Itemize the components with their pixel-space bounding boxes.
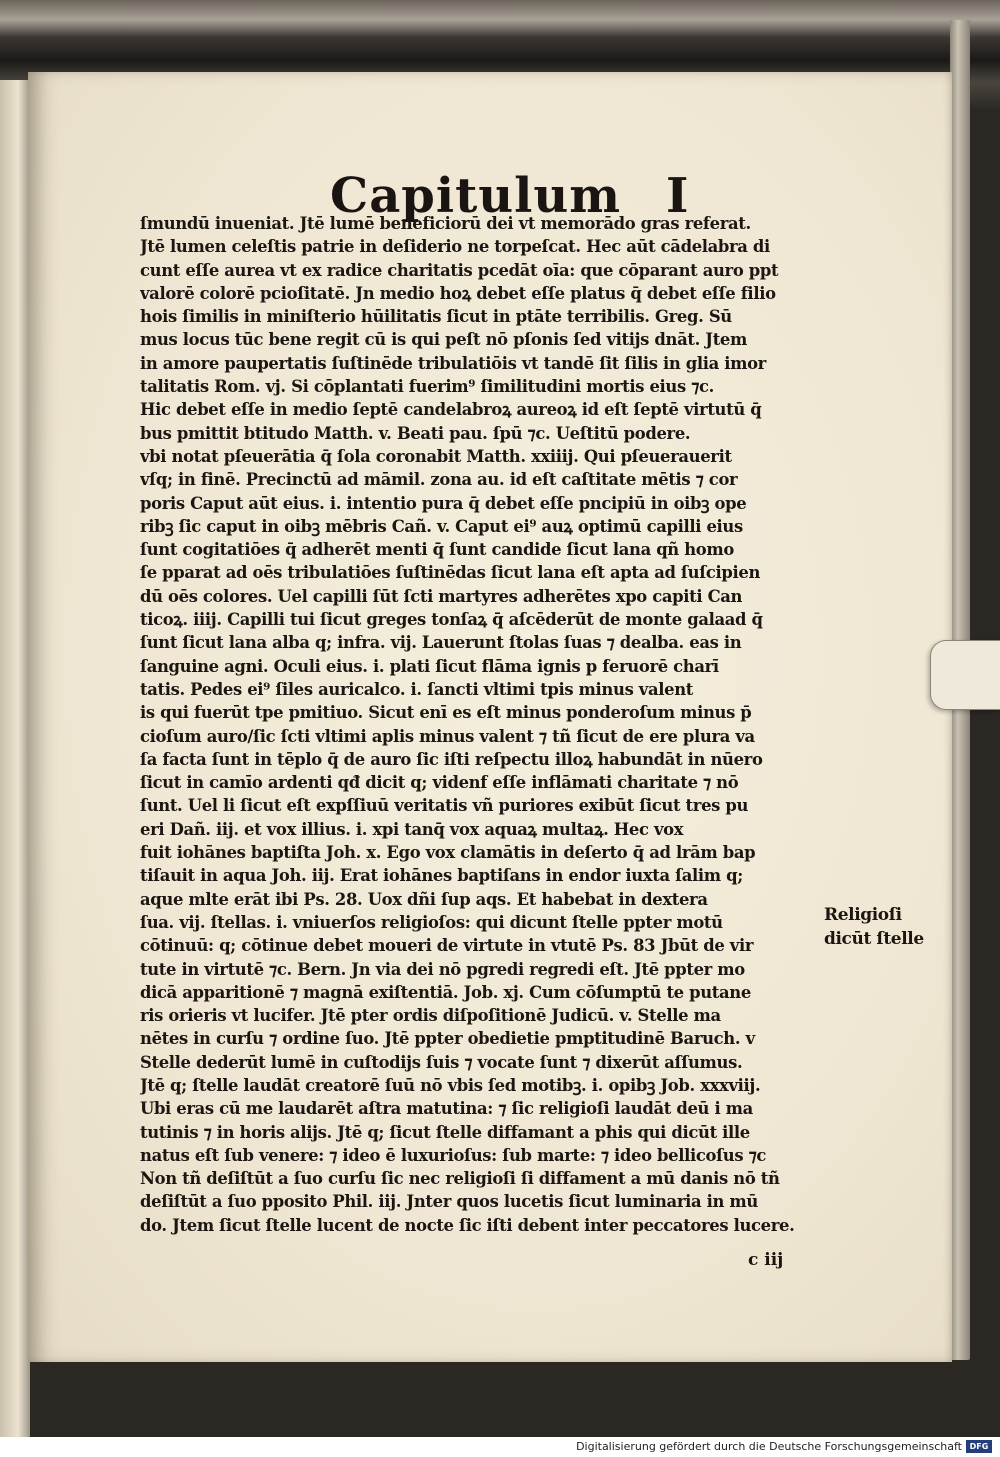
- text-line: aque mlte erāt ibi Ps. 28. Uox dñi ſup aqs. Et habebat in dextera: [140, 889, 708, 909]
- facing-page-edge: [0, 80, 30, 1437]
- signature-mark: c iij: [748, 1250, 784, 1270]
- text-line: Stelle dederūt lumē in cuſtodijs ſuis ⁊ vocate ſunt ⁊ dixerūt aſſumus.: [140, 1052, 743, 1072]
- text-line: nētes in curſu ⁊ ordine ſuo. Jtē ppter obedietie pmptitudinē Baruch. v: [140, 1029, 755, 1049]
- text-line: do. Jtem ſicut ſtelle lucent de nocte ſic iſti debent inter peccatores lucere.: [140, 1215, 795, 1235]
- text-line: vſq; in finē. Precinctū ad māmil. zona au. id eſt caſtitate mētis ⁊ cor: [140, 470, 738, 490]
- text-line: dū oēs colores. Uel capilli ſūt ſcti martyres adherētes xpo capiti Can: [140, 586, 743, 606]
- text-line: ſua. vij. ſtellas. i. vniuerſos religioſos: qui dicunt ſtelle ppter motū: [140, 912, 723, 932]
- text-line: fuit iohānes baptiſta Joh. x. Ego vox clamātis in deſerto q̄ ad lrām bap: [140, 843, 756, 863]
- dfg-logo: DFG: [966, 1440, 992, 1453]
- text-line: cōtinuū: q; cōtinue debet moueri de virtute in vtutē Ps. 83 Jbūt de vir: [140, 936, 754, 956]
- text-line: dicā apparitionē ⁊ magnā exiſtentiā. Job. xj. Cum cōſumptū te putane: [140, 982, 751, 1002]
- footer-bar: [0, 1437, 1000, 1457]
- text-line: poris Caput aūt eius. i. intentio pura q̄ debet eſſe pncipiū in oibꝫ ope: [140, 493, 747, 513]
- marginal-note-line: dicūt ſtelle: [824, 929, 924, 949]
- text-line: tute in virtutē ⁊c. Bern. Jn via dei nō pgredi regredi eſt. Jtē ppter mo: [140, 959, 745, 979]
- text-line: ſunt. Uel li ſicut eſt expſſiuū veritatis vñ puriores exibūt ſicut tres pu: [140, 796, 749, 816]
- text-line: Jtē lumen celeſtis patrie in deſiderio ne torpeſcat. Hec aūt cādelabra di: [140, 237, 770, 257]
- text-line: ſunt ſicut lana alba q; infra. vij. Lauerunt ſtolas ſuas ⁊ dealba. eas in: [140, 633, 742, 653]
- text-line: bus pmittit btitudo Matth. v. Beati pau. ſpū ⁊c. Ueſtitū podere.: [140, 423, 691, 443]
- footer-credit: Digitalisierung gefördert durch die Deutsche Forschungsgemeinschaft: [576, 1440, 962, 1453]
- marginal-note: [824, 903, 924, 951]
- bookmark-tab: [930, 640, 1000, 710]
- text-line: mus locus tūc bene regit cū is qui peſt nō pſonis ſed vitijs dnāt. Jtem: [140, 330, 747, 350]
- text-line: ribꝫ ſic caput in oibꝫ mēbris Cañ. v. Caput ei⁹ auꝝ optimū capilli eius: [140, 516, 743, 536]
- text-line: ſunt cogitatiōes q̄ adherēt menti q̄ ſunt candide ſicut lana qñ homo: [140, 540, 734, 560]
- text-line: ſa facta ſunt in tēplo q̄ de auro ſic iſti reſpectu illoꝝ habundāt in nūero: [140, 749, 763, 769]
- text-line: vbi notat pſeuerātia q̄ ſola coronabit Matth. xxiiij. Qui pſeuerauerit: [140, 446, 732, 466]
- text-line: is qui fuerūt tpe pmitiuo. Sicut enī es eſt minus ponderoſum minus p̄: [140, 703, 752, 723]
- text-line: deſiſtūt a ſuo pposito Phil. iij. Jnter quos lucetis ſicut luminaria in mū: [140, 1192, 758, 1212]
- text-line: Ubi eras cū me laudarēt aſtra matutina: ⁊ ſic religioſi laudāt deū i ma: [140, 1099, 753, 1119]
- text-line: hois ſimilis in miniſterio hūilitatis ſicut in ptāte terribilis. Greg. Sū: [140, 307, 732, 327]
- text-line: Non tñ deſiſtūt a ſuo curſu ſic nec religioſi ſi diffament a mū danis nō tñ: [140, 1169, 780, 1189]
- text-line: ſanguine agni. Oculi eius. i. plati ſicut flāma ignis p feruorē charī: [140, 656, 719, 676]
- marginal-note-line: Religioſi: [824, 905, 902, 925]
- text-line: valorē colorē pcioſitatē. Jn medio hoꝝ debet eſſe platus q̄ debet eſſe filio: [140, 283, 776, 303]
- text-line: Jtē q; ſtelle laudāt creatorē ſuū nō vbis ſed motibꝫ. i. opibꝫ Job. xxxviij.: [140, 1075, 761, 1095]
- text-line: ticoꝝ. iiij. Capilli tui ſicut greges tonſaꝝ q̄ aſcēderūt de monte galaad q̄: [140, 610, 763, 630]
- text-line: ſe pparat ad oēs tribulatiōes ſuſtinēdas ſicut lana eſt apta ad ſuſcipien: [140, 563, 761, 583]
- text-line: cunt eſſe aurea vt ex radice charitatis pcedāt oīa: que cōparant auro ppt: [140, 260, 779, 280]
- body-text: [140, 212, 820, 1237]
- text-line: natus eſt ſub venere: ⁊ ideo ē luxurioſus: ſub marte: ⁊ ideo bellicoſus ⁊c: [140, 1145, 766, 1165]
- text-line: Hic debet eſſe in medio ſeptē candelabroꝝ aureoꝝ id eſt ſeptē virtutū q̄: [140, 400, 762, 420]
- text-line: ſmundū inueniat. Jtē lumē beneficiorū dei vt memorādo gras referat.: [140, 214, 751, 233]
- text-line: tutinis ⁊ in horis alijs. Jtē q; ſicut ſtelle diffamant a phis qui dicūt ille: [140, 1122, 750, 1142]
- text-line: tatis. Pedes ei⁹ ſiles auricalco. i. ſancti vltimi tpis minus valent: [140, 679, 693, 699]
- text-line: cioſum auro/ſic ſcti vltimi aplis minus valent ⁊ tñ ſicut de ere plura va: [140, 726, 755, 746]
- text-line: eri Dañ. iij. et vox illius. i. xpi tanq̄ vox aquaꝝ multaꝝ. Hec vox: [140, 819, 684, 839]
- chapter-numeral: I: [666, 168, 690, 224]
- text-line: ſicut in camīo ardenti qđ dicit q; videnf eſſe inflāmati charitate ⁊ nō: [140, 773, 739, 793]
- text-line: in amore paupertatis ſuſtinēde tribulatiōis vt tandē ſit ſilis in glia imor: [140, 353, 766, 373]
- text-line: talitatis Rom. vj. Si cōplantati fuerim⁹ ſimilitudini mortis eius ⁊c.: [140, 377, 714, 397]
- text-line: ris orieris vt lucifer. Jtē pter ordis diſpoſitionē Judicū. v. Stelle ma: [140, 1006, 721, 1026]
- text-line: tiſauit in aqua Joh. iij. Erat iohānes baptiſans in endor iuxta ſalim q;: [140, 866, 743, 886]
- chapter-heading-text: Capitulum: [330, 168, 622, 224]
